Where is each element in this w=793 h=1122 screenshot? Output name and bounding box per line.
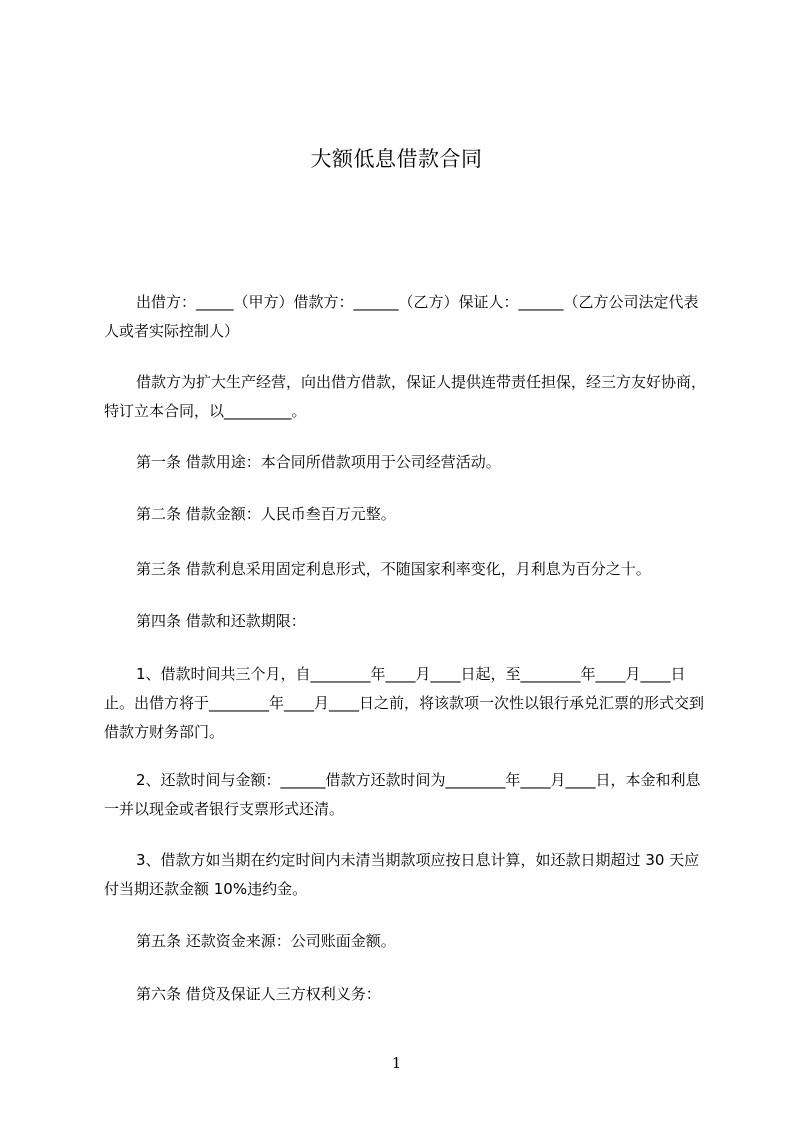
document-title: 大额低息借款合同 xyxy=(310,147,483,171)
article-3-interest: 第三条 借款利息采用固定利息形式，不随国家利率变化，月利息为百分之十。 xyxy=(136,560,651,578)
clause-4-3-penalty: 3、借款方如当期在约定时间内未清当期款项应按日息计算，如还款日期超过 30 天应付当期还款金额 10%违约金。 xyxy=(104,851,700,898)
clause-4-1-loan-period: 1、借款时间共三个月，自________年____月____日起，至________年____月____日止。出借方将于________年____月____日之前，将该款项一次性以银行承兑汇票的形式交到借款方财务部门。 xyxy=(104,665,705,741)
preamble-paragraph: 借款方为扩大生产经营，向出借方借款，保证人提供连带责任担保，经三方友好协商，特订立本合同，以_________。 xyxy=(104,373,707,420)
page-number: 1 xyxy=(391,1054,402,1072)
article-4-term: 第四条 借款和还款期限： xyxy=(136,612,306,630)
article-5-source: 第五条 还款资金来源：公司账面金额。 xyxy=(136,932,396,950)
article-1-purpose: 第一条 借款用途：本合同所借款项用于公司经营活动。 xyxy=(136,453,501,471)
parties-paragraph: 出借方：_____（甲方）借款方：______（乙方）保证人：______（乙方公司法定代表人或者实际控制人） xyxy=(104,293,699,340)
article-6-rights: 第六条 借贷及保证人三方权利义务： xyxy=(136,985,381,1003)
article-2-amount: 第二条 借款金额：人民币叁百万元整。 xyxy=(136,505,396,523)
clause-4-2-repayment: 2、还款时间与金额：______借款方还款时间为________年____月____日，本金和利息一并以现金或者银行支票形式还清。 xyxy=(104,771,701,818)
